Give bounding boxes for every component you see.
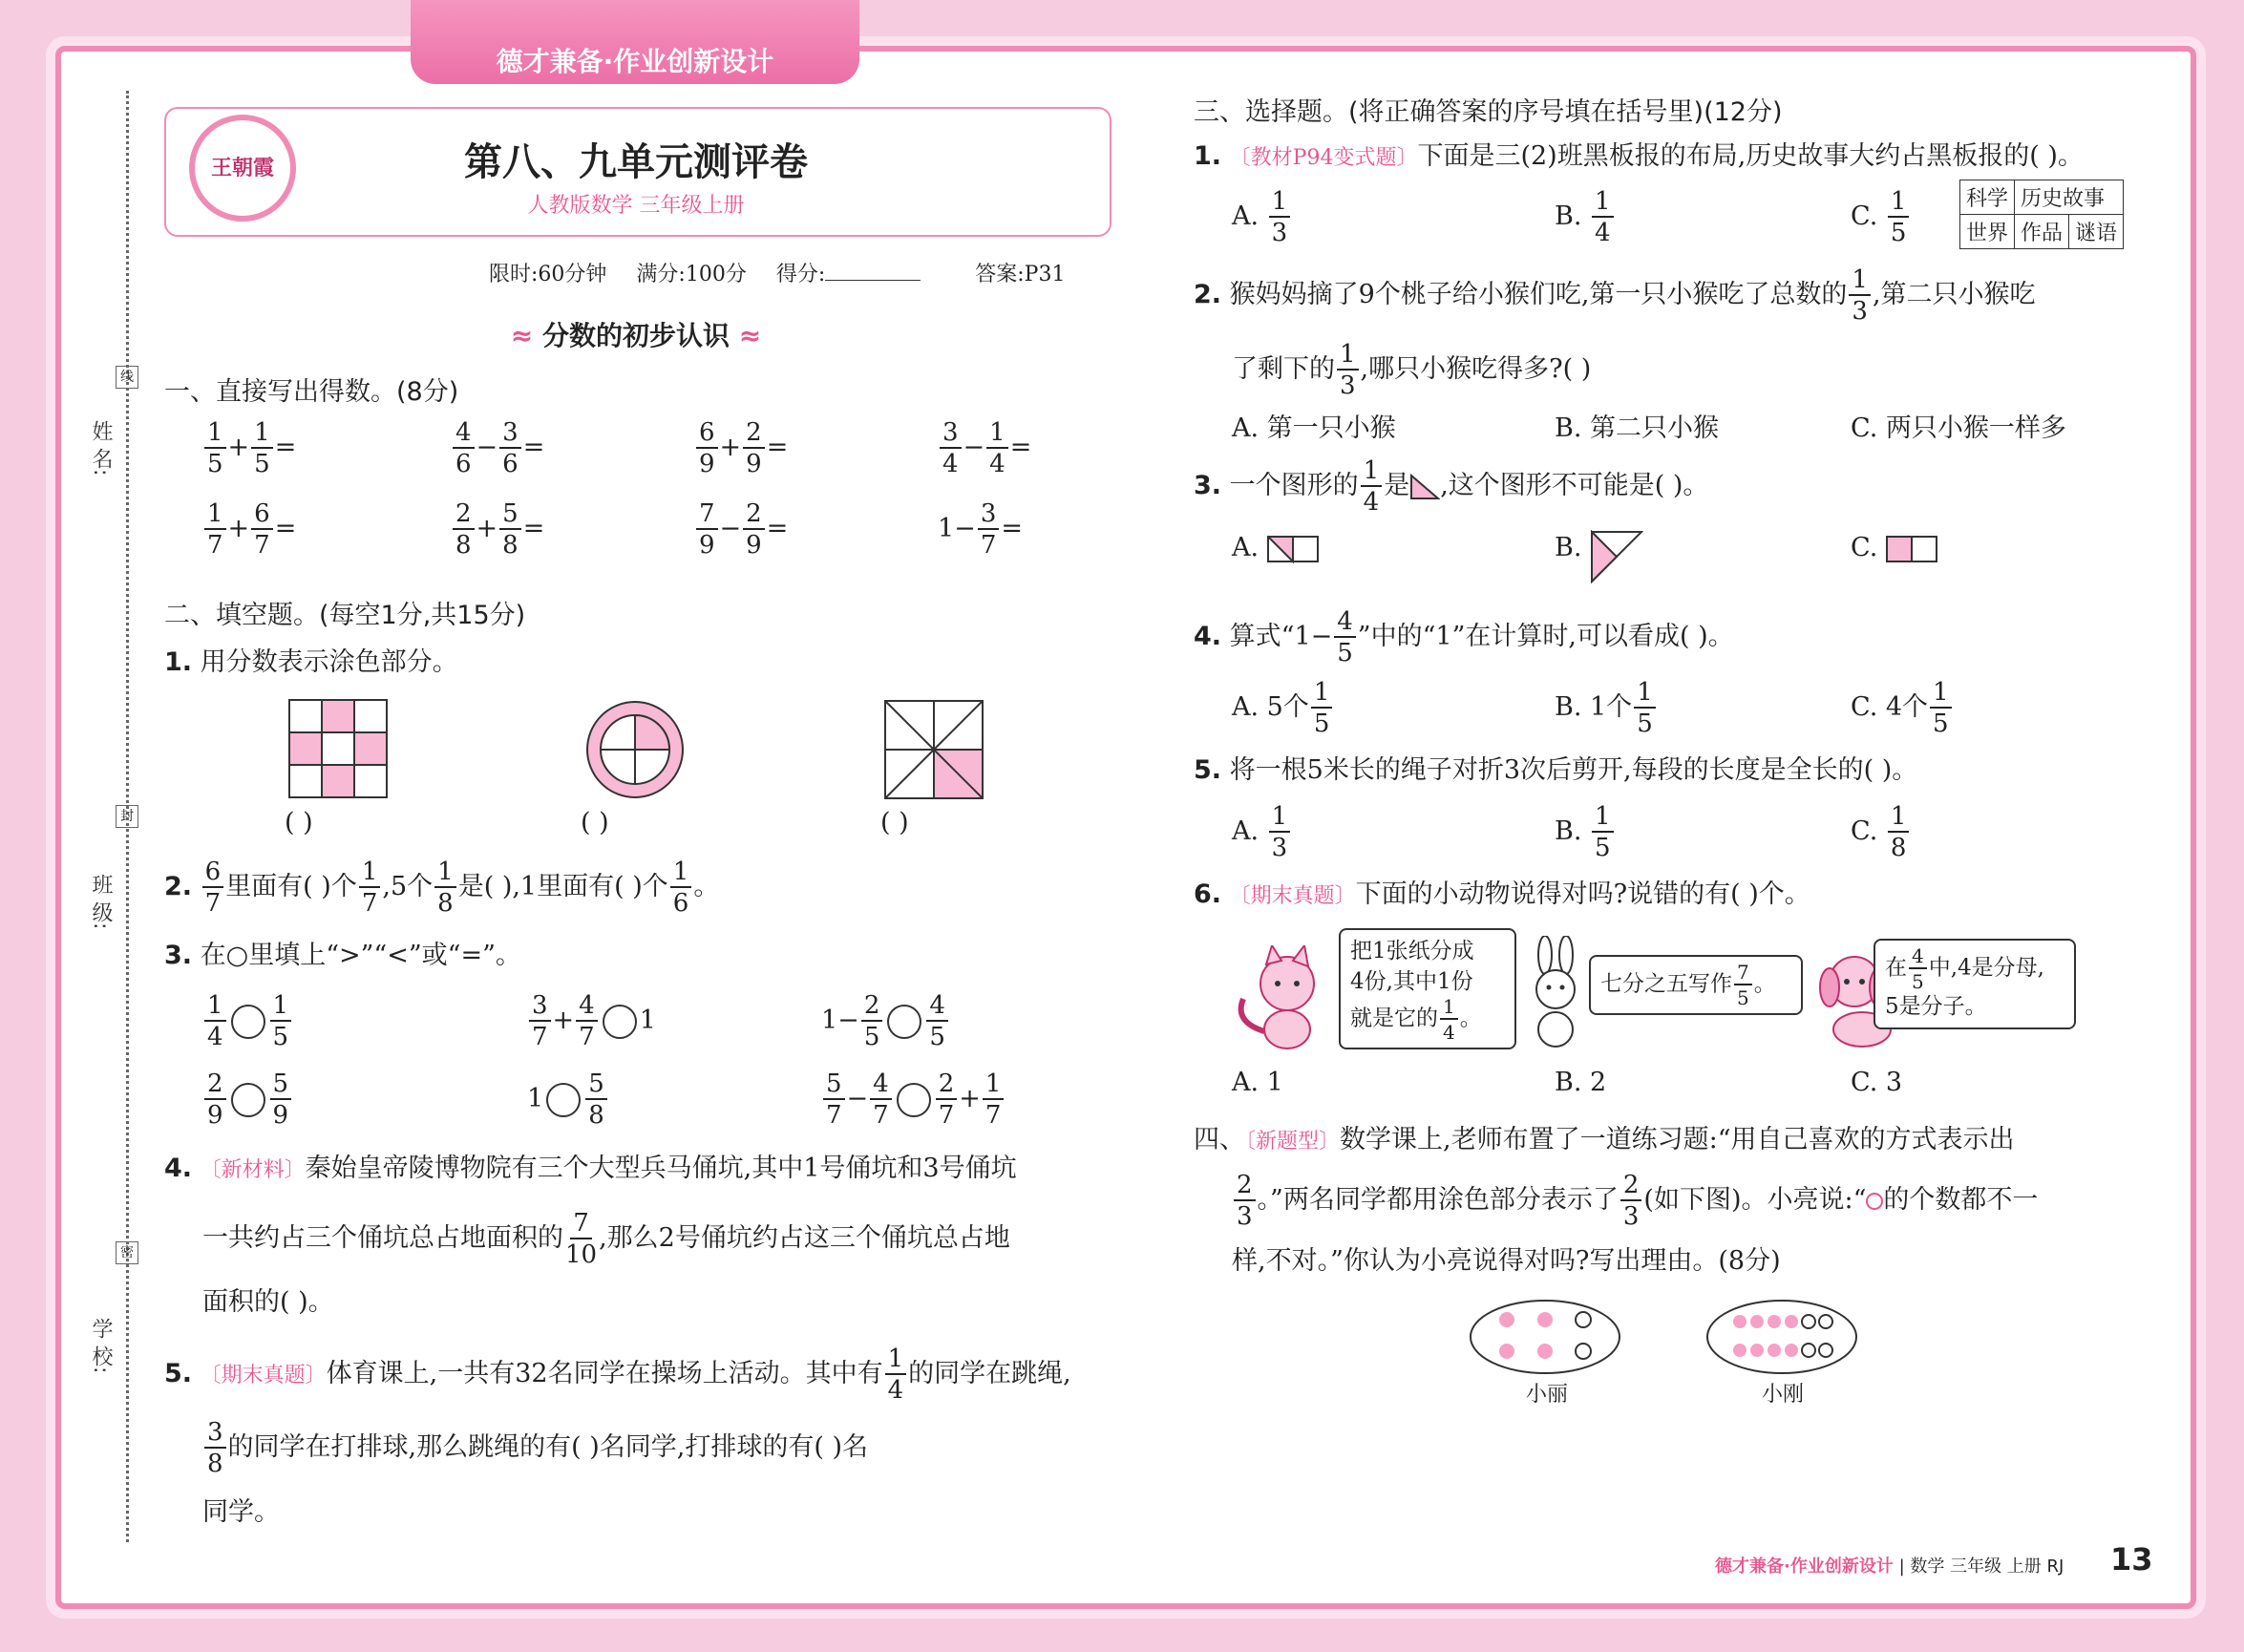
meta-answer: 答案:P31 bbox=[975, 263, 1066, 286]
bubble-fox-l2: 4份,其中1份 bbox=[1350, 969, 1473, 995]
s3-q3b: 是 bbox=[1384, 471, 1410, 500]
s3-q5-text: 将一根5米长的绳子对折3次后剪开,每段的长度是全长的( )。 bbox=[1229, 755, 1918, 785]
top-banner bbox=[411, 0, 859, 84]
s2-q4-line3: 面积的( )。 bbox=[202, 1287, 334, 1317]
s3-q5: 5. 将一根5米长的绳子对折3次后剪开,每段的长度是全长的( )。 bbox=[1194, 755, 1918, 785]
side-xian: 线 bbox=[116, 366, 138, 389]
bubble-fox-l3: 就是它的 bbox=[1350, 1006, 1438, 1031]
pink-dot-icon bbox=[1866, 1193, 1883, 1210]
footer-brand: 德才兼备·作业创新设计 bbox=[1715, 1557, 1894, 1577]
s3-q6-optC[interactable]: C. 3 bbox=[1851, 1068, 1903, 1097]
s2-q5b: 的同学在跳绳, bbox=[908, 1359, 1071, 1388]
calc-8: 1− $\frac{3}{7}$ = bbox=[938, 499, 1023, 560]
s3-q2-optC[interactable]: C. 两只小猴一样多 bbox=[1851, 413, 2066, 443]
s2-q2a: 里面有( )个 bbox=[225, 872, 357, 901]
bubble-dog-b: 中,4是分母, bbox=[1928, 955, 2044, 981]
compare-circle[interactable] bbox=[603, 1005, 637, 1039]
s2-q4: 4. 〔新材料〕秦始皇帝陵博物院有三个大型兵马俑坑,其中1号俑坑和3号俑坑 bbox=[164, 1154, 1017, 1183]
s3-q2c: 了剩下的 bbox=[1232, 354, 1335, 384]
s3-q2b: ,第二只小猴吃 bbox=[1872, 280, 2036, 309]
tag-final-exam: 〔期末真题〕 bbox=[200, 1364, 327, 1387]
calc-4: $\frac{3}{4}$ − $\frac{1}{4}$ = bbox=[938, 420, 1031, 477]
board-riddle: 谜语 bbox=[2069, 215, 2124, 249]
page-number: 13 bbox=[2110, 1541, 2153, 1578]
rectangle-shape bbox=[1886, 535, 1939, 563]
xiaoli-dots bbox=[1469, 1299, 1621, 1375]
board-history: 历史故事 bbox=[2015, 180, 2124, 215]
bubble-dog: 在 $\frac{4}{5}$ 中,4是分母, 5是分子。 bbox=[1874, 939, 2076, 1029]
s2-q3-text: 在○里填上“>”“<”或“=”。 bbox=[200, 941, 521, 970]
s4-b: 。”两名同学都用涂色部分表示了 bbox=[1257, 1185, 1619, 1215]
s4-a: 数学课上,老师布置了一道练习题:“用自己喜欢的方式表示出 bbox=[1340, 1125, 2015, 1154]
side-name-label: 姓 名: bbox=[89, 420, 113, 477]
compare-2: $\frac{3}{7}$ + $\frac{4}{7}$ 1 bbox=[527, 993, 656, 1049]
section-title: ≈ 分数的初步认识 ≈ bbox=[510, 320, 762, 351]
s3-q4-optC[interactable]: C. 4个 $\frac{1}{5}$ bbox=[1851, 680, 1954, 736]
s3-q1-text: 下面是三(2)班黑板报的布局,历史故事大约占黑板报的( )。 bbox=[1417, 141, 2084, 171]
meta-time: 限时:60分钟 bbox=[489, 263, 607, 286]
tag-final-exam: 〔期末真题〕 bbox=[1229, 884, 1356, 908]
compare-circle[interactable] bbox=[887, 1005, 921, 1039]
grid-figure bbox=[288, 699, 388, 798]
logo: 王朝霞 bbox=[189, 115, 296, 222]
name-xiaoli: 小丽 bbox=[1526, 1383, 1569, 1407]
s3-q5-optA[interactable]: A. $\frac{1}{3}$ bbox=[1232, 804, 1292, 860]
s4-d: 的个数都不一 bbox=[1883, 1185, 2039, 1215]
board-works: 作品 bbox=[2015, 215, 2069, 249]
side-mi: 密 bbox=[116, 1241, 138, 1264]
s3-q3a: 一个图形的 bbox=[1229, 471, 1359, 500]
s2-q1-text: 用分数表示涂色部分。 bbox=[200, 647, 458, 677]
page-subtitle: 人教版数学 三年级上册 bbox=[527, 194, 745, 218]
s2-q4b: 一共约占三个俑坑总占地面积的 bbox=[202, 1223, 563, 1253]
s3-q2-line2: 了剩下的 $\frac{1}{3}$ ,哪只小猴吃得多?( ) bbox=[1232, 340, 1592, 400]
compare-circle[interactable] bbox=[231, 1083, 265, 1117]
small-triangle-icon bbox=[1409, 474, 1440, 500]
tag-new-material: 〔新材料〕 bbox=[200, 1158, 306, 1182]
s3-q1: 1. 〔教材P94变式题〕下面是三(2)班黑板报的布局,历史故事大约占黑板报的( )。 bbox=[1194, 141, 2084, 171]
s3-q4-optA[interactable]: A. 5个 $\frac{1}{5}$ bbox=[1232, 680, 1334, 736]
s4-line3: 样,不对。”你认为小亮说得对吗?写出理由。(8分) bbox=[1232, 1246, 1781, 1276]
rabbit-icon bbox=[1520, 936, 1593, 1050]
s3-q1-optC[interactable]: C. $\frac{1}{5}$ bbox=[1851, 189, 1911, 245]
s4-c: (如下图)。小亮说:“ bbox=[1643, 1185, 1867, 1215]
calc-6: $\frac{2}{8}$ + $\frac{5}{8}$ = bbox=[451, 501, 544, 558]
banner-text: 德才兼备·作业创新设计 bbox=[496, 46, 774, 77]
s3-q2: 2. 猴妈妈摘了9个桃子给小猴们吃,第一只小猴吃了总数的 $\frac{1}{3}$ ,第二只小猴吃 bbox=[1194, 265, 2036, 326]
s3-q4b: ”中的“1”在计算时,可以看成( )。 bbox=[1357, 622, 1734, 651]
s3-q1-optA[interactable]: A. $\frac{1}{3}$ bbox=[1232, 189, 1292, 245]
s3-q3-optC[interactable]: C. bbox=[1851, 530, 1939, 566]
name-xiaogang: 小刚 bbox=[1762, 1383, 1805, 1407]
s1-heading: 一、直接写出得数。(8分) bbox=[164, 377, 459, 407]
s3-q6-optA[interactable]: A. 1 bbox=[1232, 1068, 1283, 1097]
s3-q4-optB-text: B. 1个 bbox=[1555, 692, 1633, 722]
s3-q3-optB[interactable]: B. bbox=[1555, 530, 1643, 583]
s3-q4-optA-text: A. 5个 bbox=[1232, 692, 1309, 722]
s4-num: 四、 bbox=[1194, 1125, 1245, 1154]
compare-4: $\frac{2}{9}$ $\frac{5}{9}$ bbox=[202, 1071, 293, 1128]
compare-3: 1− $\frac{2}{5}$ $\frac{4}{5}$ bbox=[821, 993, 950, 1049]
s3-q1-optB[interactable]: B. $\frac{1}{4}$ bbox=[1555, 189, 1616, 245]
calc-2: $\frac{4}{6}$ − $\frac{3}{6}$ = bbox=[451, 420, 544, 477]
calc-7: $\frac{7}{9}$ − $\frac{2}{9}$ = bbox=[694, 501, 788, 558]
s3-q3-optA[interactable]: A. bbox=[1232, 530, 1321, 566]
page-title: 第八、九单元测评卷 bbox=[464, 140, 808, 184]
s3-q6-text: 下面的小动物说得对吗?说错的有( )个。 bbox=[1355, 879, 1810, 909]
s2-q5: 5. 〔期末真题〕体育课上,一共有32名同学在操场上活动。其中有 $\frac{1}{4}$ 的同学在跳绳, bbox=[164, 1345, 1071, 1405]
s2-q5-line3: 同学。 bbox=[202, 1497, 280, 1527]
s2-q5-line2: $\frac{3}{8}$ 的同学在打排球,那么跳绳的有( )名同学,打排球的有( )名 bbox=[202, 1420, 868, 1476]
s2-q2c: 是( ),1里面有( )个 bbox=[457, 872, 668, 901]
s3-q2-optA[interactable]: A. 第一只小猴 bbox=[1232, 413, 1396, 443]
s2-q5a: 体育课上,一共有32名同学在操场上活动。其中有 bbox=[326, 1359, 883, 1388]
s3-q5-optB[interactable]: B. $\frac{1}{5}$ bbox=[1555, 804, 1616, 860]
tag-new-type: 〔新题型〕 bbox=[1245, 1130, 1341, 1154]
blank-2[interactable]: ( ) bbox=[581, 808, 609, 837]
fox-icon bbox=[1230, 945, 1335, 1050]
compare-circle[interactable] bbox=[546, 1083, 581, 1117]
s3-q4: 4. 算式“1− $\frac{4}{5}$ ”中的“1”在计算时,可以看成( )。 bbox=[1194, 607, 1734, 667]
bubble-dog-a: 在 bbox=[1885, 955, 1907, 981]
compare-5: 1 $\frac{5}{8}$ bbox=[527, 1071, 609, 1128]
triangle-square-figure bbox=[884, 700, 984, 799]
section-title-text: 分数的初步认识 bbox=[541, 320, 730, 351]
s3-q3c: ,这个图形不可能是( )。 bbox=[1440, 471, 1709, 500]
blank-3[interactable]: ( ) bbox=[880, 808, 909, 837]
s3-q2a: 猴妈妈摘了9个桃子给小猴们吃,第一只小猴吃了总数的 bbox=[1229, 280, 1848, 309]
compare-1: $\frac{1}{4}$ $\frac{1}{5}$ bbox=[202, 993, 293, 1049]
bubble-fox-l1: 把1张纸分成 bbox=[1350, 939, 1474, 964]
blank-1[interactable]: ( ) bbox=[285, 808, 313, 837]
s2-q3: 3. 在○里填上“>”“<”或“=”。 bbox=[164, 941, 521, 970]
s3-q6: 6. 〔期末真题〕下面的小动物说得对吗?说错的有( )个。 bbox=[1194, 879, 1810, 909]
s4-line2: $\frac{2}{3}$ 。”两名同学都用涂色部分表示了 $\frac{2}{3}$ (如下图)。小亮说:“ 的个数都不一 bbox=[1232, 1173, 2038, 1229]
compare-circle[interactable] bbox=[897, 1083, 931, 1117]
board-science: 科学 bbox=[1960, 180, 2015, 215]
s2-heading: 二、填空题。(每空1分,共15分) bbox=[164, 601, 526, 630]
s3-q4-optB[interactable]: B. 1个 $\frac{1}{5}$ bbox=[1555, 680, 1658, 736]
trapezoid-shape bbox=[1267, 535, 1321, 563]
meta-row bbox=[489, 258, 1065, 287]
side-class-label: 班 级: bbox=[89, 874, 113, 930]
ring-figure bbox=[584, 699, 686, 800]
s2-q4a: 秦始皇帝陵博物院有三个大型兵马俑坑,其中1号俑坑和3号俑坑 bbox=[305, 1154, 1017, 1183]
s3-q6-optB[interactable]: B. 2 bbox=[1555, 1068, 1607, 1097]
s2-q1: 1. 用分数表示涂色部分。 bbox=[164, 647, 458, 677]
s3-q5-optC[interactable]: C. $\frac{1}{8}$ bbox=[1851, 804, 1911, 860]
meta-score: 得分: bbox=[775, 263, 826, 286]
s3-heading: 三、选择题。(将正确答案的序号填在括号里)(12分) bbox=[1194, 97, 1783, 127]
s3-q2d: ,哪只小猴吃得多?( ) bbox=[1360, 354, 1592, 384]
bubble-rabbit-text: 七分之五写作 bbox=[1600, 971, 1732, 997]
s3-q4a: 算式“1− bbox=[1229, 622, 1333, 651]
s2-q2b: ,5个 bbox=[382, 872, 434, 901]
s3-q2-optB[interactable]: B. 第二只小猴 bbox=[1555, 413, 1720, 443]
board-world: 世界 bbox=[1960, 215, 2015, 249]
footer: 德才兼备·作业创新设计 | 数学 三年级 上册 RJ bbox=[1715, 1557, 2064, 1577]
triangle-shape bbox=[1590, 530, 1643, 583]
compare-6: $\frac{5}{7}$ − $\frac{4}{7}$ $\frac{2}{7}$ + $\frac{1}{7}$ bbox=[821, 1071, 1006, 1128]
blackboard-layout bbox=[1959, 180, 2124, 249]
footer-subject: 数学 三年级 上册 RJ bbox=[1910, 1557, 2064, 1577]
s2-q5c: 的同学在打排球,那么跳绳的有( )名同学,打排球的有( )名 bbox=[227, 1432, 869, 1462]
s2-q4-line2: 一共约占三个俑坑总占地面积的 $\frac{7}{10}$ ,那么2号俑坑约占这三个俑坑总占地 bbox=[202, 1209, 1010, 1269]
calc-1: $\frac{1}{5}$ + $\frac{1}{5}$ = bbox=[202, 420, 296, 477]
tag-textbook: 〔教材P94变式题〕 bbox=[1229, 146, 1418, 170]
side-school-label: 学 校: bbox=[89, 1318, 113, 1374]
compare-circle[interactable] bbox=[231, 1005, 265, 1039]
calc-3: $\frac{6}{9}$ + $\frac{2}{9}$ = bbox=[694, 420, 788, 477]
s3-q3: 3. 一个图形的 $\frac{1}{4}$ 是 ,这个图形不可能是( )。 bbox=[1194, 456, 1709, 517]
calc-5: $\frac{1}{7}$ + $\frac{6}{7}$ = bbox=[202, 501, 296, 558]
s3-q4-optC-text: C. 4个 bbox=[1851, 692, 1929, 722]
s4-line1 bbox=[1194, 1122, 2149, 1158]
s2-q4c: ,那么2号俑坑约占这三个俑坑总占地 bbox=[599, 1223, 1010, 1253]
score-blank[interactable] bbox=[825, 280, 921, 281]
s2-q2: 2. $\frac{6}{7}$ 里面有( )个 $\frac{1}{7}$ ,5个 $\frac{1}{8}$ 是( ),1里面有( )个 $\frac{1}{6}$ 。 bbox=[164, 858, 720, 918]
bubble-rabbit: 七分之五写作 $\frac{7}{5}$ 。 bbox=[1589, 955, 1803, 1015]
xiaogang-dots bbox=[1705, 1299, 1858, 1375]
meta-full: 满分:100分 bbox=[636, 263, 747, 286]
side-feng: 封 bbox=[116, 805, 138, 828]
bubble-dog-c: 5是分子。 bbox=[1885, 994, 1987, 1019]
bubble-fox: 把1张纸分成 4份,其中1份 就是它的 $\frac{1}{4}$ 。 bbox=[1339, 928, 1516, 1049]
